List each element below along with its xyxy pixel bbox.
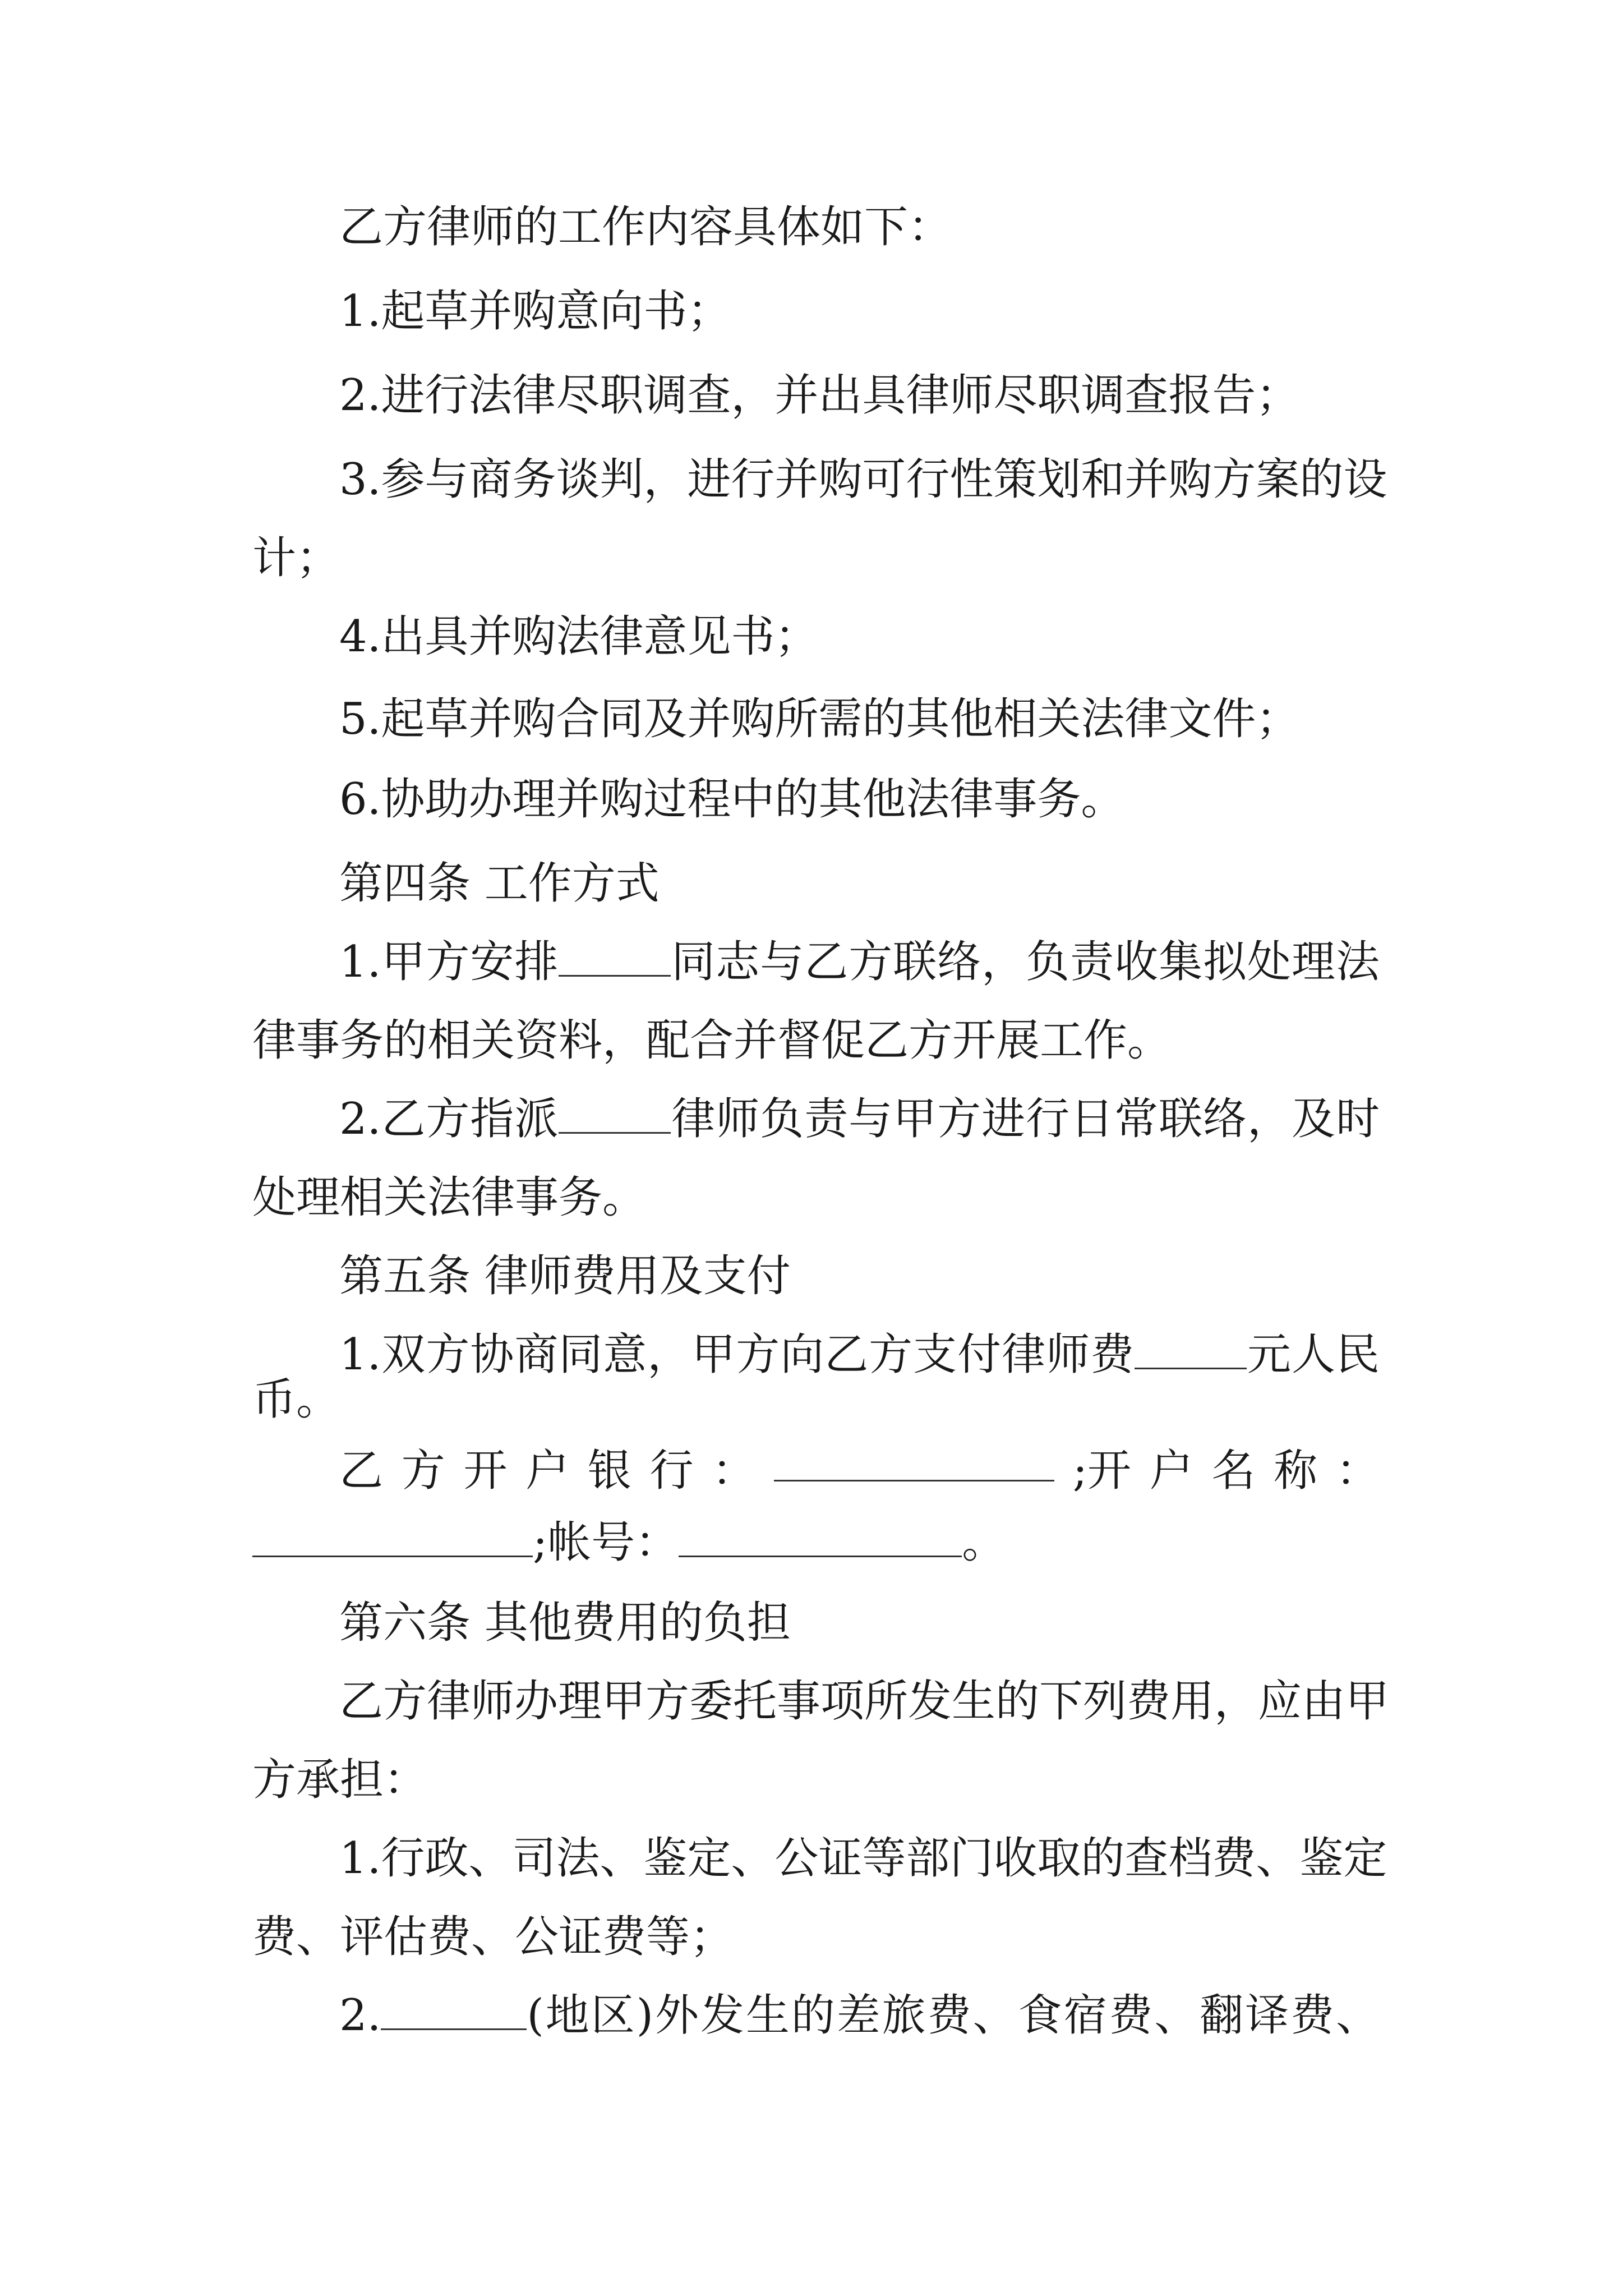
list-item-continuation: 币。 xyxy=(252,1374,340,1425)
list-item-continuation: 律事务的相关资料，配合并督促乙方开展工作。 xyxy=(252,1015,1172,1066)
bank-char: ： xyxy=(1335,1446,1380,1496)
text-segment: ;帐号： xyxy=(533,1517,679,1568)
paragraph: 乙方律师的工作内容具体如下： xyxy=(339,202,952,252)
bank-char: 行 xyxy=(649,1446,694,1496)
paragraph-continuation: 方承担： xyxy=(252,1755,428,1805)
bank-char: 户 xyxy=(525,1446,570,1496)
bank-char: 开 xyxy=(463,1446,508,1496)
text-segment: 同志与乙方联络，负责收集拟处理法 xyxy=(671,937,1380,987)
bank-char: ;开 xyxy=(1072,1446,1132,1496)
list-item: 3.参与商务谈判，进行并购可行性策划和并购方案的设 xyxy=(339,454,1387,505)
text-segment: 。 xyxy=(962,1517,1006,1568)
text-segment: 2.乙方指派 xyxy=(339,1094,559,1144)
text-segment: 元人民 xyxy=(1247,1329,1380,1380)
blank-underline xyxy=(1135,1331,1247,1369)
text-segment: 2. xyxy=(339,1990,381,2041)
bank-char: 称 xyxy=(1274,1446,1318,1496)
list-item-continuation: 费、评估费、公证费等； xyxy=(252,1912,734,1962)
list-item: 2.进行法律尽职调查，并出具律师尽职调查报告； xyxy=(339,370,1300,421)
blank-underline xyxy=(252,1519,533,1557)
bank-info-line xyxy=(339,1443,1380,1499)
list-item xyxy=(339,1987,1380,2044)
list-item: 1.起草并购意向书； xyxy=(339,286,731,337)
section-heading: 第六条 其他费用的负担 xyxy=(339,1598,791,1648)
section-heading: 第四条 工作方式 xyxy=(339,858,660,909)
bank-char: 户 xyxy=(1149,1446,1193,1496)
text-segment: 1.甲方安排 xyxy=(339,937,559,987)
bank-char: 乙 xyxy=(339,1446,384,1496)
text-segment: 律师负责与甲方进行日常联络，及时 xyxy=(671,1094,1380,1144)
list-item: 6.协助办理并购过程中的其他法律事务。 xyxy=(339,774,1125,825)
text-segment: (地区)外发生的差旅费、食宿费、翻译费、 xyxy=(527,1990,1380,2041)
bank-char: 方 xyxy=(401,1446,445,1496)
bank-char: ： xyxy=(712,1446,756,1496)
list-item-continuation: 处理相关法律事务。 xyxy=(252,1172,647,1223)
bank-char: 银 xyxy=(587,1446,631,1496)
blank-underline xyxy=(559,938,671,977)
text-segment: 1.双方协商同意，甲方向乙方支付律师费 xyxy=(339,1329,1135,1380)
blank-underline xyxy=(774,1443,1054,1481)
paragraph: 乙方律师办理甲方委托事项所发生的下列费用，应由甲 xyxy=(339,1676,1390,1727)
section-heading: 第五条 律师费用及支付 xyxy=(339,1251,791,1301)
list-item-continuation: 计； xyxy=(252,533,340,583)
list-item: 4.出具并购法律意见书； xyxy=(339,611,819,662)
blank-underline xyxy=(679,1519,962,1557)
list-item: 5.起草并购合同及并购所需的其他相关法律文件； xyxy=(339,694,1300,744)
blank-underline xyxy=(381,1991,527,2030)
list-item xyxy=(339,934,1380,990)
account-line xyxy=(252,1515,1380,1571)
list-item: 1.行政、司法、鉴定、公证等部门收取的查档费、鉴定 xyxy=(339,1833,1387,1884)
list-item xyxy=(339,1091,1380,1147)
bank-char: 名 xyxy=(1211,1446,1256,1496)
blank-underline xyxy=(559,1095,671,1134)
